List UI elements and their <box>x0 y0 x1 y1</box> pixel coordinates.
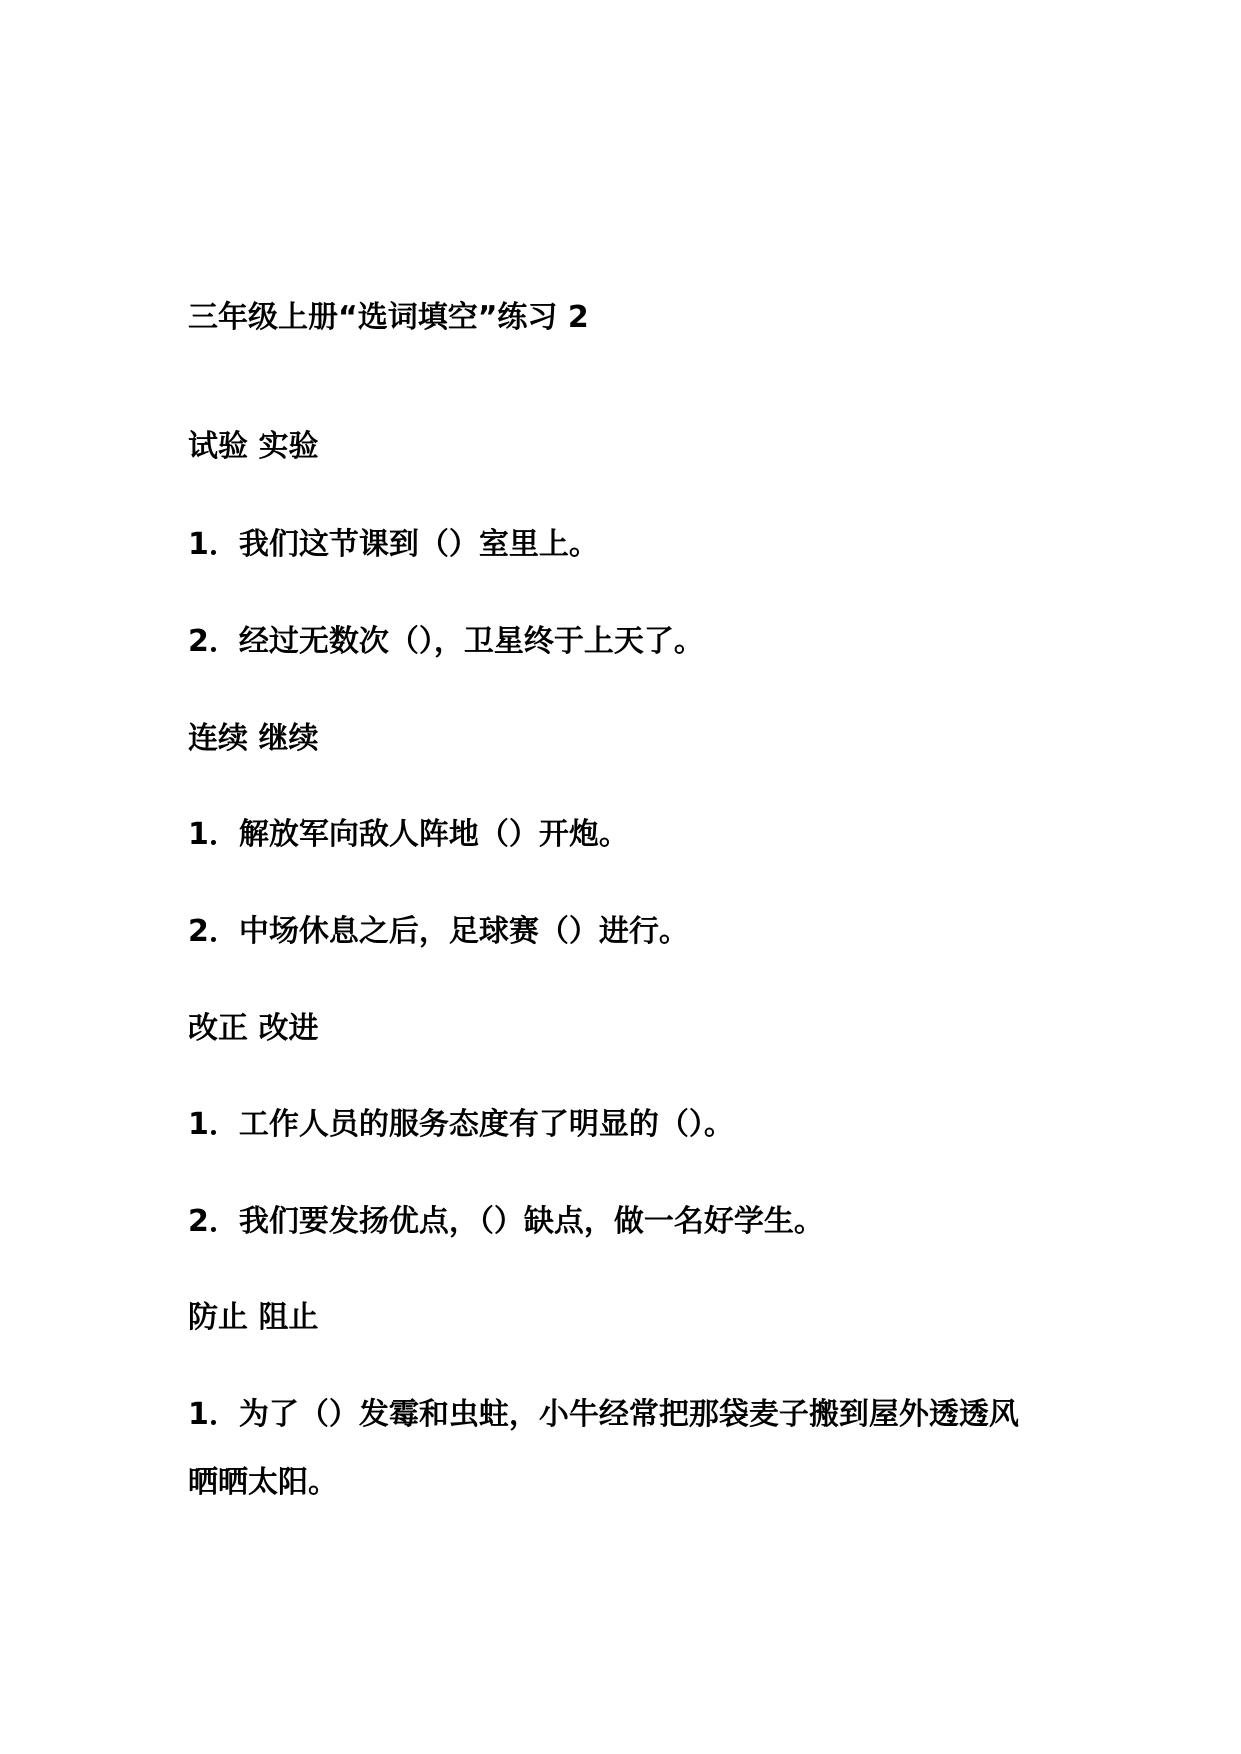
question-4-1: 1．为了（）发霉和虫蛀，小牛经常把那袋麦子搬到屋外透透风晒晒太阳。 <box>188 1397 1019 1500</box>
word-pair-heading-4: 防止 阻止 <box>188 1300 319 1335</box>
question-3-1: 1．工作人员的服务态度有了明显的（）。 <box>188 1107 734 1142</box>
word-pair-heading-3: 改正 改进 <box>188 1011 319 1046</box>
document-title: 三年级上册“选词填空”练习 2 <box>188 300 589 335</box>
word-pair-heading-2: 连续 继续 <box>188 721 319 756</box>
question-1-1: 1．我们这节课到（）室里上。 <box>188 527 599 562</box>
word-pair-heading-1: 试验 实验 <box>188 429 319 464</box>
question-1-2: 2．经过无数次（），卫星终于上天了。 <box>188 624 704 659</box>
question-3-2: 2．我们要发扬优点，（）缺点，做一名好学生。 <box>188 1204 824 1239</box>
question-2-1: 1．解放军向敌人阵地（）开炮。 <box>188 817 629 852</box>
question-2-2: 2．中场休息之后，足球赛（）进行。 <box>188 914 689 949</box>
